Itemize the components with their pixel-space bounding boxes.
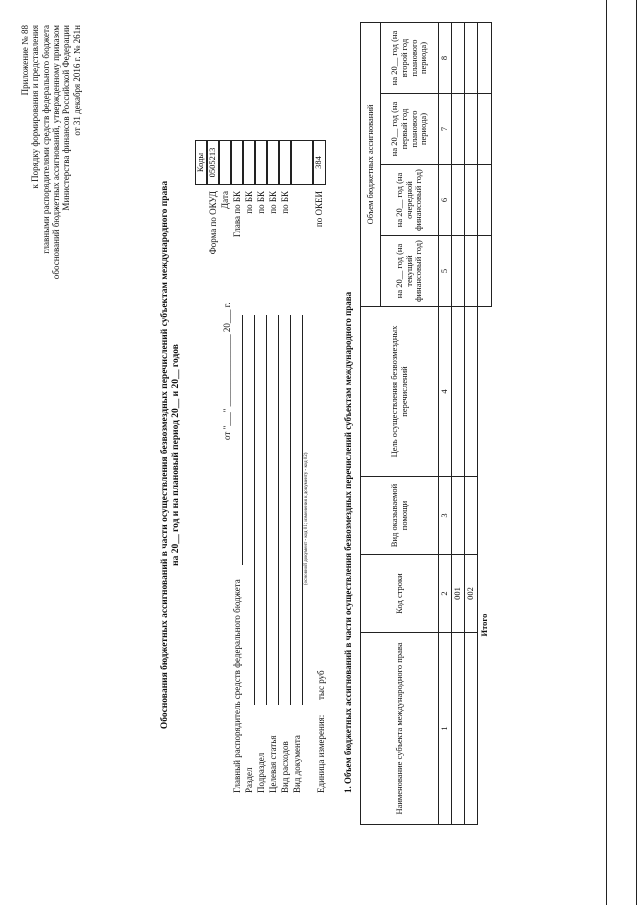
section-line[interactable]	[254, 315, 255, 705]
allocations-table	[360, 22, 492, 825]
col-header-goal: Цель осуществления безвозмездных перечислений	[361, 307, 439, 477]
col-number: 1	[439, 633, 452, 825]
col-header-name: Наименование субъекта международного права	[361, 633, 439, 825]
document-type-line[interactable]	[302, 315, 303, 705]
col-number: 4	[439, 307, 452, 477]
cell-name[interactable]	[464, 633, 477, 825]
col-number: 6	[439, 165, 452, 236]
appendix-line: от 31 декабря 2016 г. № 261н	[71, 25, 82, 136]
cell-y3[interactable]	[464, 22, 477, 93]
chapter-label: Глава по БК	[232, 191, 242, 238]
total-y1[interactable]	[477, 165, 491, 236]
target-code-cell[interactable]	[267, 140, 279, 185]
cell-y1[interactable]	[464, 165, 477, 236]
expense-type-line[interactable]	[290, 315, 291, 705]
cell-y3[interactable]	[451, 22, 464, 93]
unit-value: тыс руб	[316, 670, 326, 700]
subsection-label: Подраздел	[256, 752, 266, 793]
cell-y2[interactable]	[451, 94, 464, 165]
col-header-y2: на 20__ год (на первый год планового периода)	[381, 94, 439, 165]
total-row	[477, 22, 491, 824]
target-article-line[interactable]	[278, 315, 279, 705]
expense-code-cell[interactable]	[279, 140, 291, 185]
okud-label: Форма по ОКУД	[208, 191, 218, 255]
cell-goal[interactable]	[464, 307, 477, 477]
cell-name[interactable]	[451, 633, 464, 825]
document-type-label: Вид документа	[292, 735, 302, 793]
appendix-line: Министерства финансов Российской Федерации	[61, 25, 72, 211]
col-number: 3	[439, 477, 452, 555]
cell-y0[interactable]	[464, 236, 477, 307]
appendix-line: обоснований бюджетных ассигнований, утвержденному приказом	[51, 25, 62, 280]
okei-label: по ОКЕИ	[314, 191, 324, 228]
form-title-line2: на 20__ год и на плановый период 20__ и 20__ годов	[170, 344, 181, 566]
col-number: 8	[439, 22, 452, 93]
total-y0[interactable]	[477, 236, 491, 307]
col-number: 7	[439, 94, 452, 165]
okud-code: 0505213	[207, 140, 219, 185]
unit-label: Единица измерения:	[316, 714, 326, 793]
cell-aid[interactable]	[464, 477, 477, 555]
appendix-line: главными распорядителями средств федерального бюджета	[40, 25, 51, 254]
doc-code-cell[interactable]	[291, 140, 313, 185]
bk-label: по БК	[280, 191, 290, 214]
table-row	[464, 22, 477, 824]
col-header-code: Код строки	[361, 555, 439, 633]
chapter-code-cell[interactable]	[231, 140, 243, 185]
section1-heading: 1. Объем бюджетных ассигнований в части осуществления безвозмездных перечислений субъектам международного права	[343, 291, 353, 793]
section-label: Раздел	[244, 767, 254, 793]
cell-y2[interactable]	[464, 94, 477, 165]
col-header-y0: на 20__ год (на текущий финансовый год)	[381, 236, 439, 307]
cell-y0[interactable]	[451, 236, 464, 307]
bk-label: по БК	[244, 191, 254, 214]
date-code-cell[interactable]	[219, 140, 231, 185]
appendix-line: к Порядку формирования и представления	[30, 25, 41, 189]
scan-edge-line	[606, 0, 607, 905]
cell-code: 002	[464, 555, 477, 633]
col-number: 2	[439, 555, 452, 633]
total-y2[interactable]	[477, 94, 491, 165]
target-article-label: Целевая статья	[268, 735, 278, 793]
date-line: от "___" ________________ 20___ г.	[222, 302, 232, 440]
col-group-volume: Объем бюджетных ассигнований	[361, 22, 381, 306]
expense-type-label: Вид расходов	[280, 741, 290, 793]
cell-aid[interactable]	[451, 477, 464, 555]
form-title	[160, 145, 182, 765]
scan-edge-line	[636, 0, 637, 905]
cell-code: 001	[451, 555, 464, 633]
appendix-header	[20, 25, 82, 375]
main-manager-line[interactable]	[242, 315, 243, 565]
document-type-hint: (основной документ - код 01; изменения к документу - код 02)	[304, 452, 309, 585]
col-number: 5	[439, 236, 452, 307]
section-code-cell[interactable]	[243, 140, 255, 185]
total-y3[interactable]	[477, 22, 491, 93]
subsection-line[interactable]	[266, 315, 267, 705]
col-header-y3: на 20__ год (на второй год планового периода)	[381, 22, 439, 93]
col-header-y1: на 20__ год (на очередной финансовый год)	[381, 165, 439, 236]
main-manager-label: Главный распорядитель средств федерального бюджета	[232, 579, 242, 793]
okei-code: 384	[313, 140, 326, 185]
appendix-number: Приложение № 88	[20, 25, 30, 96]
form-title-line1: Обоснования бюджетных ассигнований в части осуществления безвозмездных перечислений субъектам международного права	[160, 180, 170, 730]
cell-goal[interactable]	[451, 307, 464, 477]
codes-header: Коды	[195, 140, 207, 185]
col-header-aid: Вид оказываемой помощи	[361, 477, 439, 555]
cell-y1[interactable]	[451, 165, 464, 236]
total-label: Итого	[478, 613, 489, 637]
subsection-code-cell[interactable]	[255, 140, 267, 185]
date-label: Дата	[220, 191, 230, 209]
table-row	[451, 22, 464, 824]
bk-label: по БК	[256, 191, 266, 214]
bk-label: по БК	[268, 191, 278, 214]
